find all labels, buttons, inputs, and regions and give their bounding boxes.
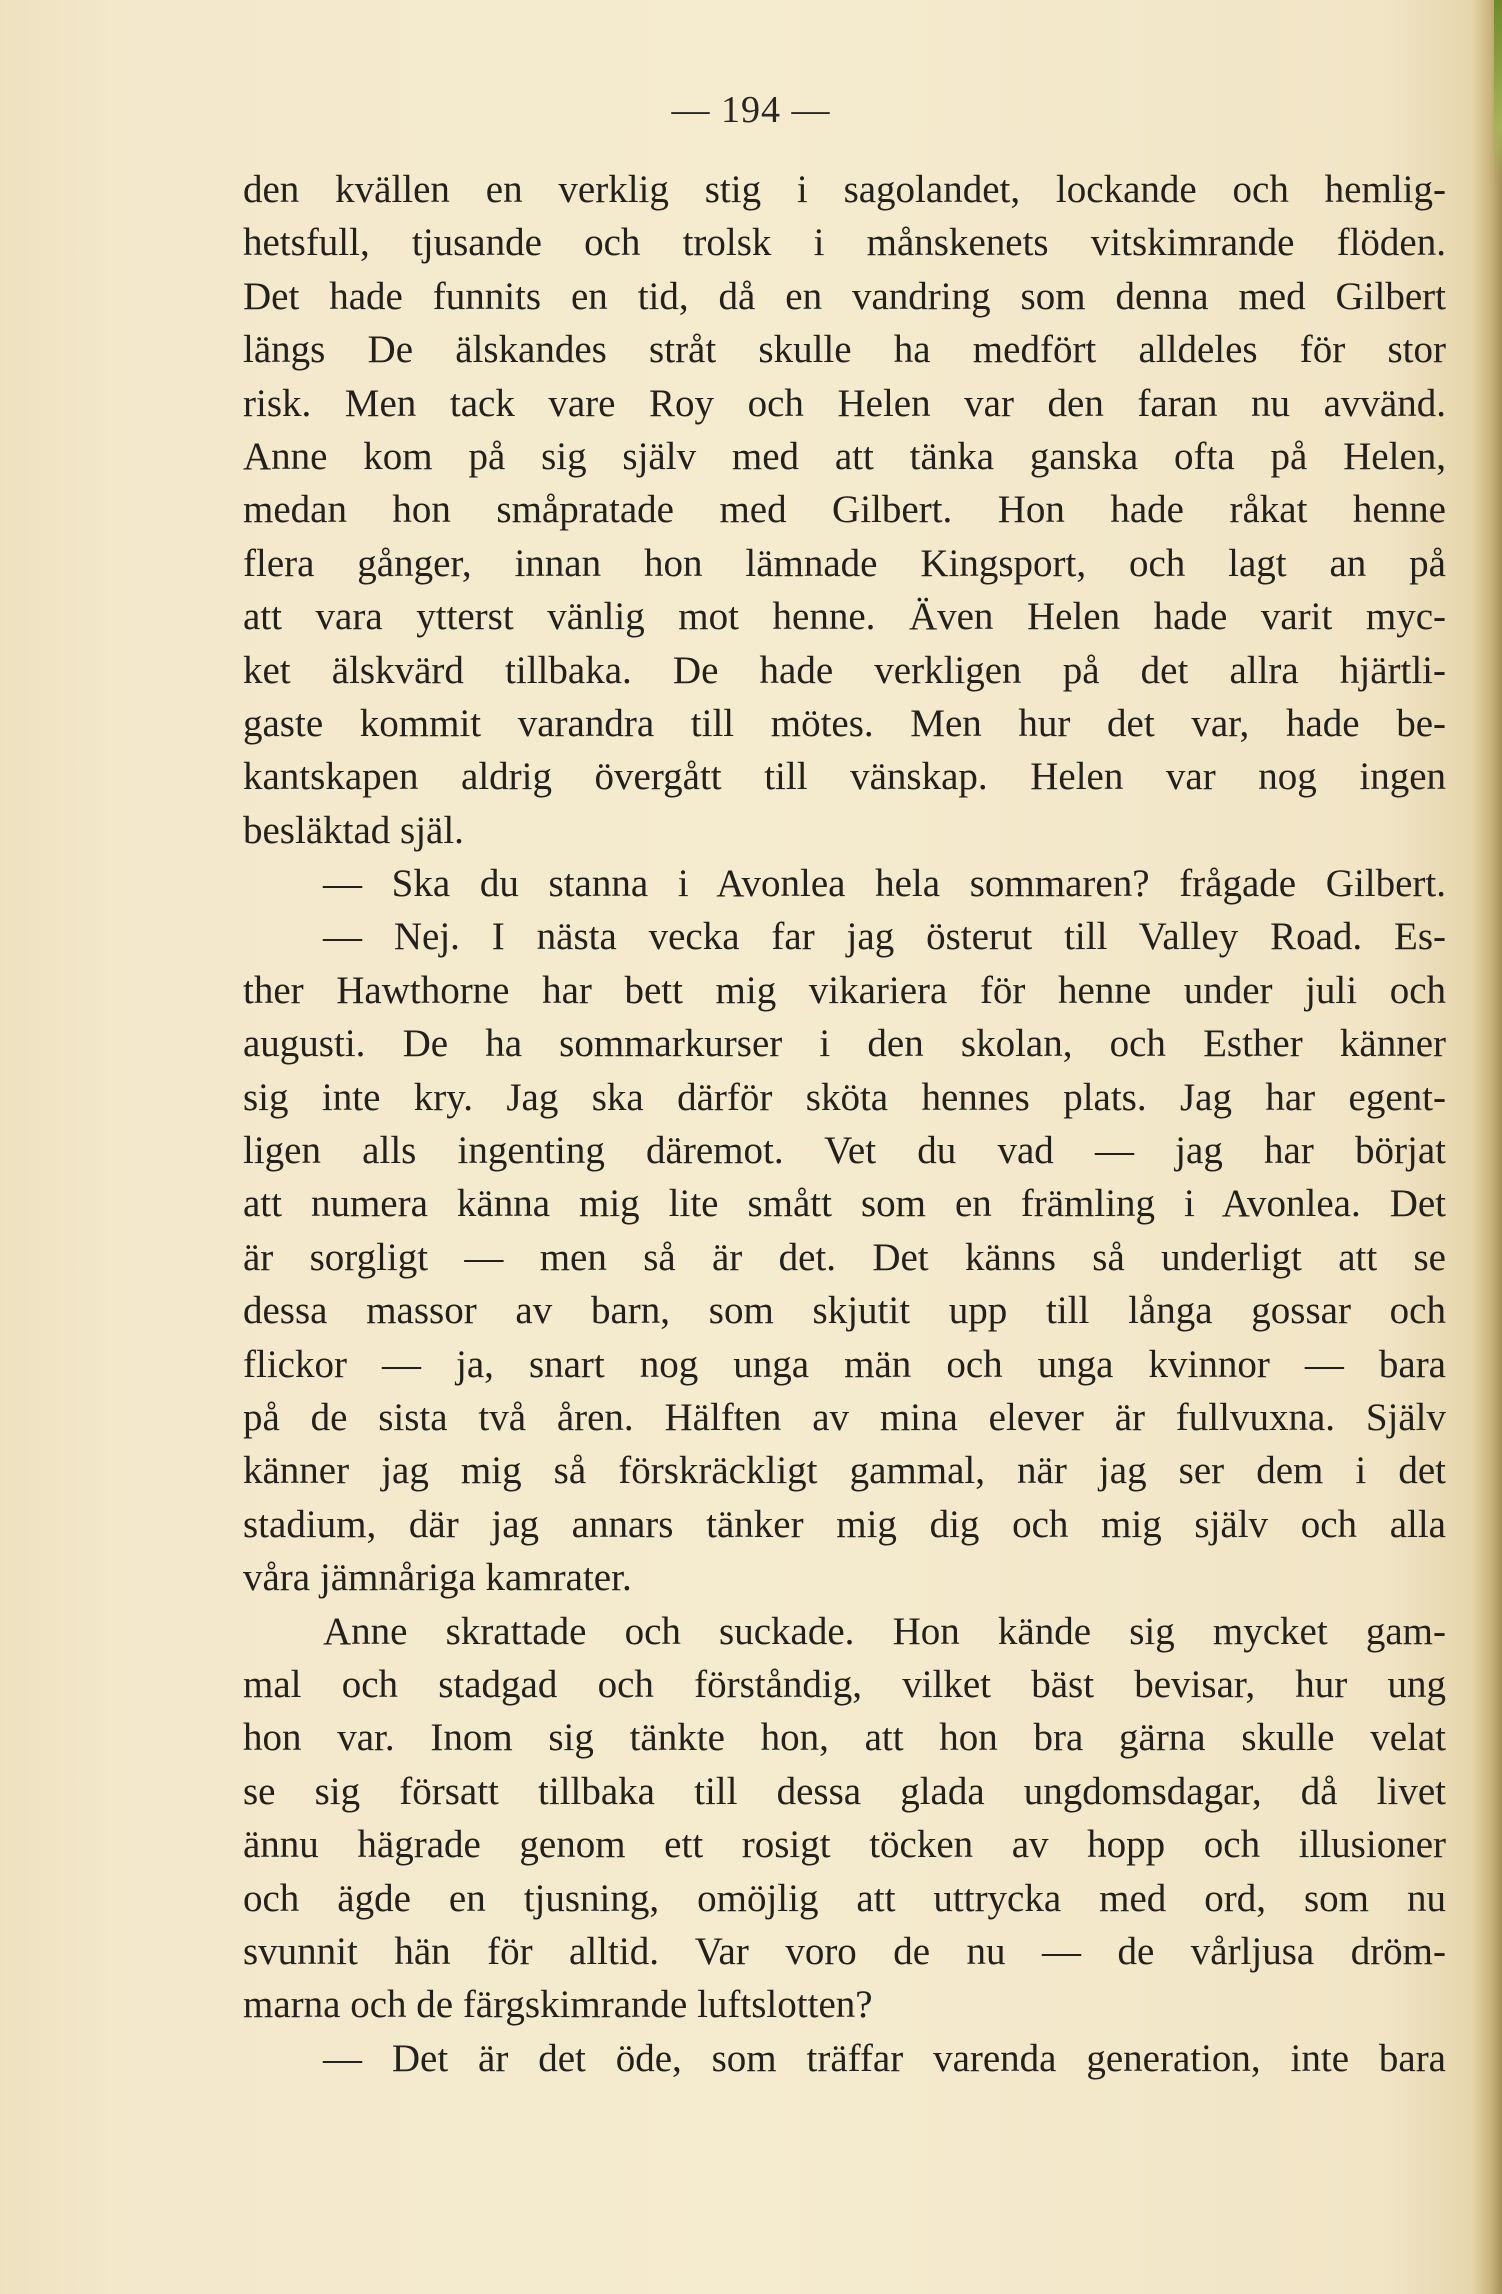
text-line: längs De älskandes stråt skulle ha medfört alldeles för stor [243,328,1446,372]
text-line: mal och stadgad och förståndig, vilket bäst bevisar, hur ung [243,1662,1446,1706]
text-line: risk. Men tack vare Roy och Helen var den faran nu avvänd. [243,381,1446,425]
text-line: Det hade funnits en tid, då en vandring som denna med Gilbert [243,274,1446,318]
text-line: på de sista två åren. Hälften av mina elever är fullvuxna. Själv [243,1395,1446,1439]
text-line: — Det är det öde, som träffar varenda generation, inte bara [323,2036,1446,2080]
text-line: ther Hawthorne har bett mig vikariera för henne under juli och [243,968,1446,1012]
text-line: flera gånger, innan hon lämnade Kingsport, och lagt an på [243,541,1446,585]
text-line: augusti. De ha sommarkurser i den skolan, och Esther känner [243,1022,1446,1066]
text-line: den kvällen en verklig stig i sagolandet, lockande och hemlig- [243,168,1446,211]
page-edge-shadow [1472,0,1502,2294]
text-line: hon var. Inom sig tänkte hon, att hon bra gärna skulle velat [243,1716,1446,1760]
text-line: marna och de färgskimrande luftslotten? [243,1983,873,2027]
text-line: känner jag mig så förskräckligt gammal, när jag ser dem i det [243,1449,1446,1493]
text-line: sig inte kry. Jag ska därför sköta hennes plats. Jag har egent- [243,1075,1446,1119]
text-line: kantskapen aldrig övergått till vänskap. Helen var nog ingen [243,755,1446,799]
text-line: hetsfull, tjusande och trolsk i månskenets vitskimrande flöden. [243,221,1446,265]
text-line: våra jämnåriga kamrater. [243,1556,632,1600]
text-line: är sorgligt — men så är det. Det känns så underligt att se [243,1235,1446,1279]
text-line: flickor — ja, snart nog unga män och unga kvinnor — bara [243,1342,1446,1386]
text-line: att vara ytterst vänlig mot henne. Även Helen hade varit myc- [243,595,1446,639]
page-number: — 194 — [671,89,831,131]
text-line: ket älskvärd tillbaka. De hade verkligen på det allra hjärtli- [243,648,1446,692]
text-line: Anne skrattade och suckade. Hon kände sig mycket gam- [323,1609,1446,1653]
text-line: gaste kommit varandra till mötes. Men hur det var, hade be- [243,701,1446,745]
text-line: svunnit hän för alltid. Var voro de nu — de vårljusa dröm- [243,1929,1446,1973]
text-line: att numera känna mig lite smått som en främling i Avonlea. Det [243,1182,1446,1226]
text-line: och ägde en tjusning, omöjlig att uttrycka med ord, som nu [243,1876,1446,1920]
text-line: ännu hägrade genom ett rosigt töcken av hopp och illusioner [243,1823,1446,1867]
text-line: — Nej. I nästa vecka far jag österut till Valley Road. Es- [323,915,1446,959]
text-line: Anne kom på sig själv med att tänka ganska ofta på Helen, [243,434,1446,478]
text-line: ligen alls ingenting däremot. Vet du vad — jag har börjat [243,1129,1446,1173]
text-line: medan hon småpratade med Gilbert. Hon hade råkat henne [243,488,1446,532]
text-line: se sig försatt tillbaka till dessa glada ungdomsdagar, då livet [243,1769,1446,1813]
text-line: besläktad själ. [243,808,464,852]
text-line: dessa massor av barn, som skjutit upp till långa gossar och [243,1289,1446,1333]
body-text [243,163,1446,2085]
text-line: — Ska du stanna i Avonlea hela sommaren? frågade Gilbert. [323,862,1446,906]
text-line: stadium, där jag annars tänker mig dig och mig själv och alla [243,1502,1446,1546]
